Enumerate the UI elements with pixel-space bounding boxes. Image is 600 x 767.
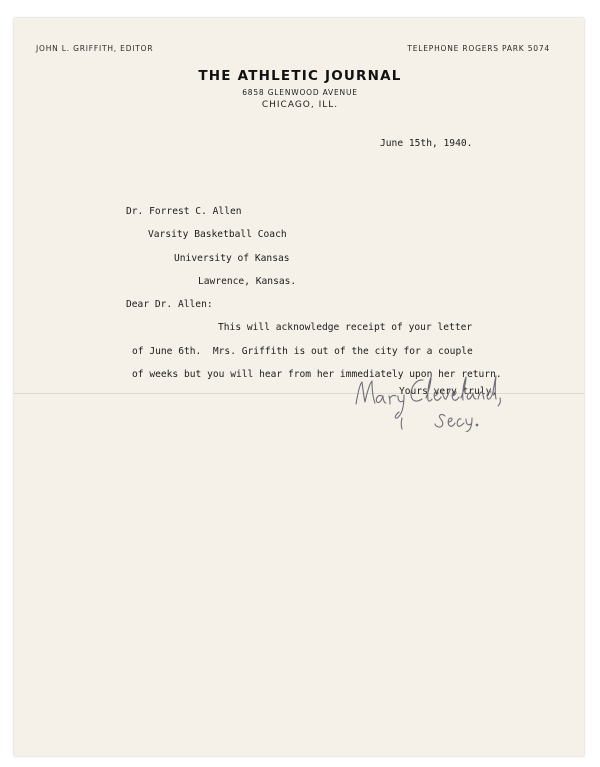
letterhead-city: CHICAGO, ILL. — [261, 100, 339, 110]
letterhead-title: THE ATHLETIC JOURNAL — [198, 68, 402, 84]
handwritten-signature — [338, 368, 508, 432]
editor-line: JOHN L. GRIFFITH, EDITOR — [36, 44, 154, 53]
letterhead-address: 6858 GLENWOOD AVENUE — [242, 88, 358, 97]
recipient-title: Varsity Basketball Coach — [148, 229, 287, 240]
recipient-name: Dr. Forrest C. Allen — [126, 206, 242, 217]
recipient-institution: University of Kansas — [174, 253, 290, 264]
telephone-line: TELEPHONE ROGERS PARK 5074 — [407, 44, 550, 53]
body-line-2: of June 6th. Mrs. Griffith is out of the city for a couple — [132, 346, 473, 357]
body-line-3: of weeks but you will hear from her immediately upon her return. — [132, 369, 502, 380]
recipient-city: Lawrence, Kansas. — [198, 276, 297, 287]
salutation: Dear Dr. Allen: — [126, 299, 213, 310]
letter-date: June 15th, 1940. — [380, 138, 473, 149]
body-line-1: This will acknowledge receipt of your letter — [218, 322, 473, 333]
closing: Yours very truly, — [399, 386, 498, 397]
